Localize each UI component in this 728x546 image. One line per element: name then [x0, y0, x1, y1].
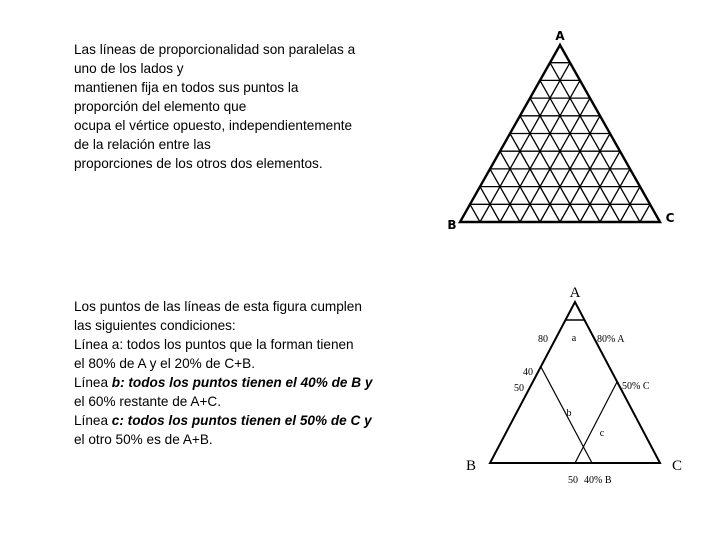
- tick-label-50-bottom: 50: [568, 475, 578, 486]
- text-emphasis: b: todos los puntos tienen el 40% de B y: [111, 375, 373, 390]
- text-line: uno de los lados y: [74, 61, 184, 76]
- text-prefix: Línea: [74, 375, 112, 390]
- grid-line-parallel-ab: [560, 134, 610, 223]
- line-c: [575, 382, 617, 463]
- tick-label-80-left: 80: [538, 334, 548, 345]
- proportionality-lines-diagram: [466, 285, 682, 486]
- text-line: las siguientes condiciones:: [74, 318, 236, 333]
- vertex-b-label: B: [465, 458, 477, 474]
- vertex-c-label: C: [671, 458, 683, 474]
- grid-line-parallel-ac: [510, 134, 560, 223]
- text-line: Las líneas de proporcionalidad son paralelas a: [74, 42, 356, 57]
- text-emphasis: c: todos los puntos tienen el 50% de C y: [111, 413, 372, 428]
- text-line: proporciones de los otros dos elementos.: [74, 156, 323, 171]
- vertex-b-label: B: [447, 218, 457, 232]
- line-c-label: c: [599, 428, 605, 439]
- tick-label-50-left: 50: [514, 383, 524, 394]
- text-prefix: Línea: [74, 413, 112, 428]
- tick-label-50-c: 50% C: [622, 381, 650, 392]
- text-line: mantienen fija en todos sus puntos la: [74, 80, 299, 95]
- text-line: el 80% de A y el 20% de C+B.: [74, 356, 255, 371]
- grid-line-parallel-ac: [530, 98, 600, 222]
- tick-label-40: 40: [523, 367, 533, 378]
- text-line: ocupa el vértice opuesto, independientemente: [74, 118, 353, 133]
- line-a-label: a: [571, 333, 577, 344]
- tick-label-40-b: 40% B: [584, 475, 612, 486]
- text-line: de la relación entre las: [74, 137, 211, 152]
- tick-label-80-a: 80% A: [597, 334, 625, 345]
- text-line: proporción del elemento que: [74, 99, 247, 114]
- grid-line-parallel-ac: [470, 204, 480, 222]
- text-line: el otro 50% es de A+B.: [74, 432, 213, 447]
- ternary-grid-lines: [470, 63, 650, 222]
- line-b-label: b: [566, 408, 572, 419]
- vertex-a-label: A: [555, 29, 565, 43]
- text-line: el 60% restante de A+C.: [74, 394, 221, 409]
- grid-line-parallel-ab: [480, 63, 570, 222]
- grid-line-parallel-ab: [520, 98, 590, 222]
- grid-line-parallel-ab: [640, 204, 650, 222]
- ternary-grid-diagram: [447, 29, 674, 232]
- text-line: Los puntos de las líneas de esta figura cumplen: [74, 299, 362, 314]
- text-line: Línea a: todos los puntos que la forman tienen: [74, 337, 354, 352]
- grid-line-parallel-ac: [550, 63, 640, 222]
- vertex-a-label: A: [569, 285, 581, 301]
- vertex-c-label: C: [665, 211, 675, 225]
